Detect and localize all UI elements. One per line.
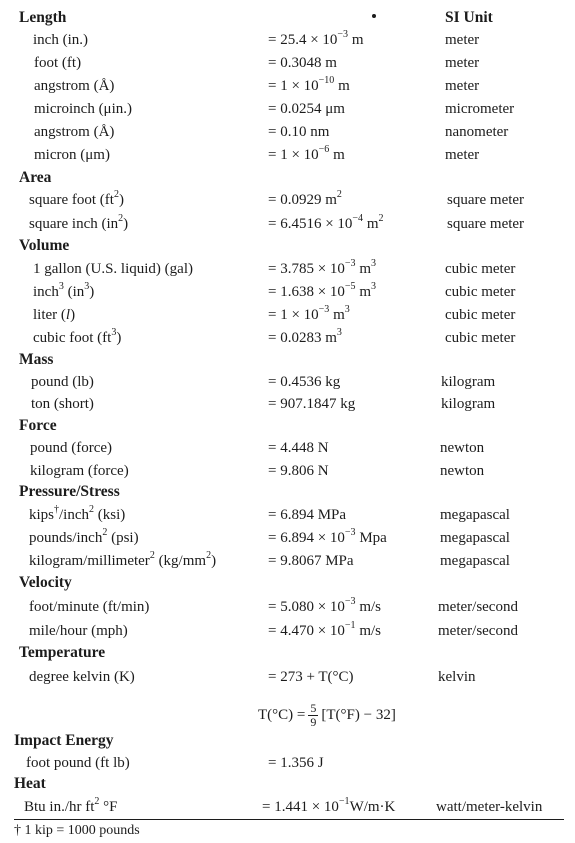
conversion-value: = 9.8067 MPa [268, 553, 354, 569]
si-unit: micrometer [445, 101, 515, 117]
section-heat: Heat [14, 775, 46, 792]
unit-name: angstrom (Å) [34, 78, 115, 94]
speck-mark [372, 14, 376, 18]
si-unit: megapascal [440, 507, 510, 523]
conversion-value: = $5.080 \times 10^{-3}$ m/s [268, 596, 381, 615]
conversion-value: = 273 + T(°C) [268, 669, 354, 685]
si-unit: megapascal [440, 530, 510, 546]
section-impact-energy: Impact Energy [14, 732, 114, 749]
table-row [0, 258, 575, 281]
conversion-value: = 907.1847 kg [268, 396, 356, 412]
conversion-value: = 0.4536 kg [268, 374, 341, 390]
conversion-value: = $25.4 \times 10^{-3}$ m [268, 29, 364, 48]
si-unit: cubic meter [445, 307, 516, 323]
table-row [0, 550, 575, 573]
unit-name: kilogram (force) [30, 463, 129, 479]
si-unit: meter/second [438, 599, 518, 615]
formula-rhs: [T(°F) − 32] [321, 706, 396, 723]
section-force: Force [19, 417, 57, 434]
conversion-value: = 4.448 N [268, 440, 329, 456]
unit-name: 1 gallon (U.S. liquid) (gal) [33, 261, 193, 277]
unit-name: ton (short) [31, 396, 94, 412]
table-row [0, 98, 575, 121]
table-row [0, 327, 575, 350]
unit-name: pounds/inch$^2$ (psi) [29, 527, 139, 546]
section-length: Length [19, 9, 67, 26]
table-row [0, 29, 575, 52]
table-row [0, 666, 575, 689]
conversion-value: = 6.894 MPa [268, 507, 347, 523]
conversion-value: = $1 \times 10^{-10}$ m [268, 75, 350, 94]
table-row [0, 596, 575, 619]
table-row [0, 189, 575, 212]
si-unit: kelvin [438, 669, 476, 685]
conversion-value: = $1.638 \times 10^{-5}$ $m^3$ [268, 281, 376, 300]
unit-name: liter (l) [33, 307, 76, 323]
si-unit: nanometer [445, 124, 509, 140]
si-unit: watt/meter-kelvin [436, 799, 543, 815]
conversion-value: = $3.785 \times 10^{-3}$ $m^3$ [268, 258, 376, 277]
section-velocity: Velocity [19, 574, 72, 591]
conversion-value: = 0.0254 μm [268, 101, 345, 117]
unit-name: pound (force) [30, 440, 113, 456]
si-unit: megapascal [440, 553, 510, 569]
unit-name: degree kelvin (K) [29, 669, 135, 685]
unit-name: pound (lb) [31, 374, 94, 390]
fraction-five-ninths [308, 702, 318, 729]
unit-name: kips†/inch$^2$ (ksi) [29, 504, 126, 523]
table-row [0, 796, 575, 819]
conversion-value: = $4.470 \times 10^{-1}$ m/s [268, 620, 381, 639]
section-area: Area [19, 169, 52, 186]
fraction-denominator: 9 [310, 714, 317, 729]
conversion-value: = $6.4516 \times 10^{-4}$ $m^2$ [268, 213, 384, 232]
section-mass: Mass [19, 351, 54, 368]
conversion-value: = 0.3048 m [268, 55, 337, 71]
si-unit: square meter [447, 216, 525, 232]
si-unit-header: SI Unit [445, 9, 493, 26]
unit-name: square foot $(ft^2)$ [29, 189, 124, 208]
si-unit: cubic meter [445, 261, 516, 277]
unit-name: angstrom (Å) [34, 124, 115, 140]
si-unit: newton [440, 463, 485, 479]
table-row [0, 752, 575, 775]
table-row [0, 437, 575, 460]
footnote: † 1 kip = 1000 pounds [14, 823, 140, 838]
conversion-value: = 0.0929 $m^2$ [268, 189, 342, 208]
conversion-value: = 1.356 J [268, 755, 324, 771]
table-row [0, 393, 575, 416]
unit-name: micron (μm) [34, 147, 110, 163]
table-row [0, 144, 575, 167]
conversion-value: = 0.10 nm [268, 124, 330, 140]
celsius-formula [258, 692, 396, 738]
si-unit: meter [445, 32, 480, 48]
conversion-value: = $1 \times 10^{-6}$ m [268, 144, 345, 163]
si-unit: kilogram [441, 374, 496, 390]
unit-name: mile/hour (mph) [29, 623, 128, 639]
conversion-value: = $6.894 \times 10^{-3}$ Mpa [268, 527, 387, 546]
unit-name: kilogram/millimeter$^2$ $(kg/mm^2)$ [29, 550, 217, 569]
table-row [0, 527, 575, 550]
conversion-value: = $1.441 \times 10^{-1}W/m\cdot K$ [262, 796, 396, 815]
table-row [0, 75, 575, 98]
si-unit: meter [445, 147, 480, 163]
unit-name: inch (in.) [33, 32, 88, 48]
si-unit: kilogram [441, 396, 496, 412]
section-volume: Volume [19, 237, 70, 254]
formula-lhs: T(°C) = [258, 706, 306, 723]
unit-name: foot (ft) [34, 55, 82, 71]
section-temperature: Temperature [19, 644, 106, 661]
table-row [0, 304, 575, 327]
table-row [0, 121, 575, 144]
table-row [0, 504, 575, 527]
conversion-value: = 9.806 N [268, 463, 329, 479]
table-row [0, 52, 575, 75]
unit-name: foot pound (ft lb) [26, 755, 130, 771]
unit-name: Btu in./hr $ft^2$ °F [24, 796, 118, 815]
table-row [0, 213, 575, 236]
fraction-numerator: 5 [310, 700, 317, 715]
table-row [0, 371, 575, 394]
unit-name: square inch $(in^2)$ [29, 213, 129, 232]
table-row [0, 620, 575, 643]
unit-name: foot/minute (ft/min) [29, 599, 150, 615]
si-unit: meter/second [438, 623, 518, 639]
unit-name: microinch (μin.) [34, 101, 133, 117]
conversion-value: = 0.0283 $m^3$ [268, 327, 342, 346]
conversion-value: = $1 \times 10^{-3}$ $m^3$ [268, 304, 350, 323]
si-unit: cubic meter [445, 330, 516, 346]
si-unit: meter [445, 55, 480, 71]
si-unit: meter [445, 78, 480, 94]
unit-name: inch$^3$ $(in^3)$ [33, 281, 95, 300]
si-unit: square meter [447, 192, 525, 208]
si-unit: newton [440, 440, 485, 456]
si-unit: cubic meter [445, 284, 516, 300]
section-pressure: Pressure/Stress [19, 483, 120, 500]
unit-name: cubic foot $(ft^3)$ [33, 327, 122, 346]
table-row [0, 281, 575, 304]
